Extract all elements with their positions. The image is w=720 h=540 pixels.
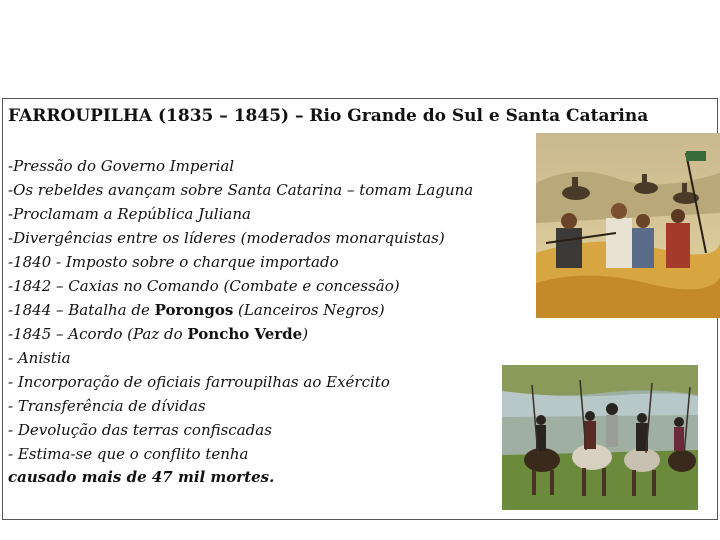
bullet-line: - Transferência de dívidas: [8, 397, 206, 415]
bullet-line: - Incorporação de oficiais farroupilhas ao Exército: [8, 373, 390, 391]
slide-title: FARROUPILHA (1835 – 1845) – Rio Grande do Sul e Santa Catarina: [8, 106, 649, 126]
bullet-line: -1842 – Caxias no Comando (Combate e concessão): [8, 277, 400, 295]
bold-term: Poncho Verde: [187, 325, 303, 343]
bullet-line: -Proclamam a República Juliana: [8, 205, 251, 223]
bullet-line: - Estima-se que o conflito tenha: [8, 445, 249, 463]
bullet-line: - Devolução das terras confiscadas: [8, 421, 272, 439]
bullet-line: -1844 – Batalha de Porongos (Lanceiros Negros): [8, 301, 385, 319]
battle-painting-image: [536, 133, 720, 318]
bullet-line: -1845 – Acordo (Paz do Poncho Verde): [8, 325, 309, 343]
horsemen-photo-image: [502, 365, 698, 510]
bold-term: Porongos: [154, 301, 234, 319]
bullet-line: - Anistia: [8, 349, 71, 367]
bullet-line: -Divergências entre os líderes (moderados monarquistas): [8, 229, 445, 247]
bullet-line: -Pressão do Governo Imperial: [8, 157, 235, 175]
bullet-line: -1840 - Imposto sobre o charque importado: [8, 253, 339, 271]
bullet-line: -Os rebeldes avançam sobre Santa Catarina – tomam Laguna: [8, 181, 474, 199]
conclusion-line: causado mais de 47 mil mortes.: [8, 468, 275, 486]
bullet-list: [8, 154, 473, 466]
